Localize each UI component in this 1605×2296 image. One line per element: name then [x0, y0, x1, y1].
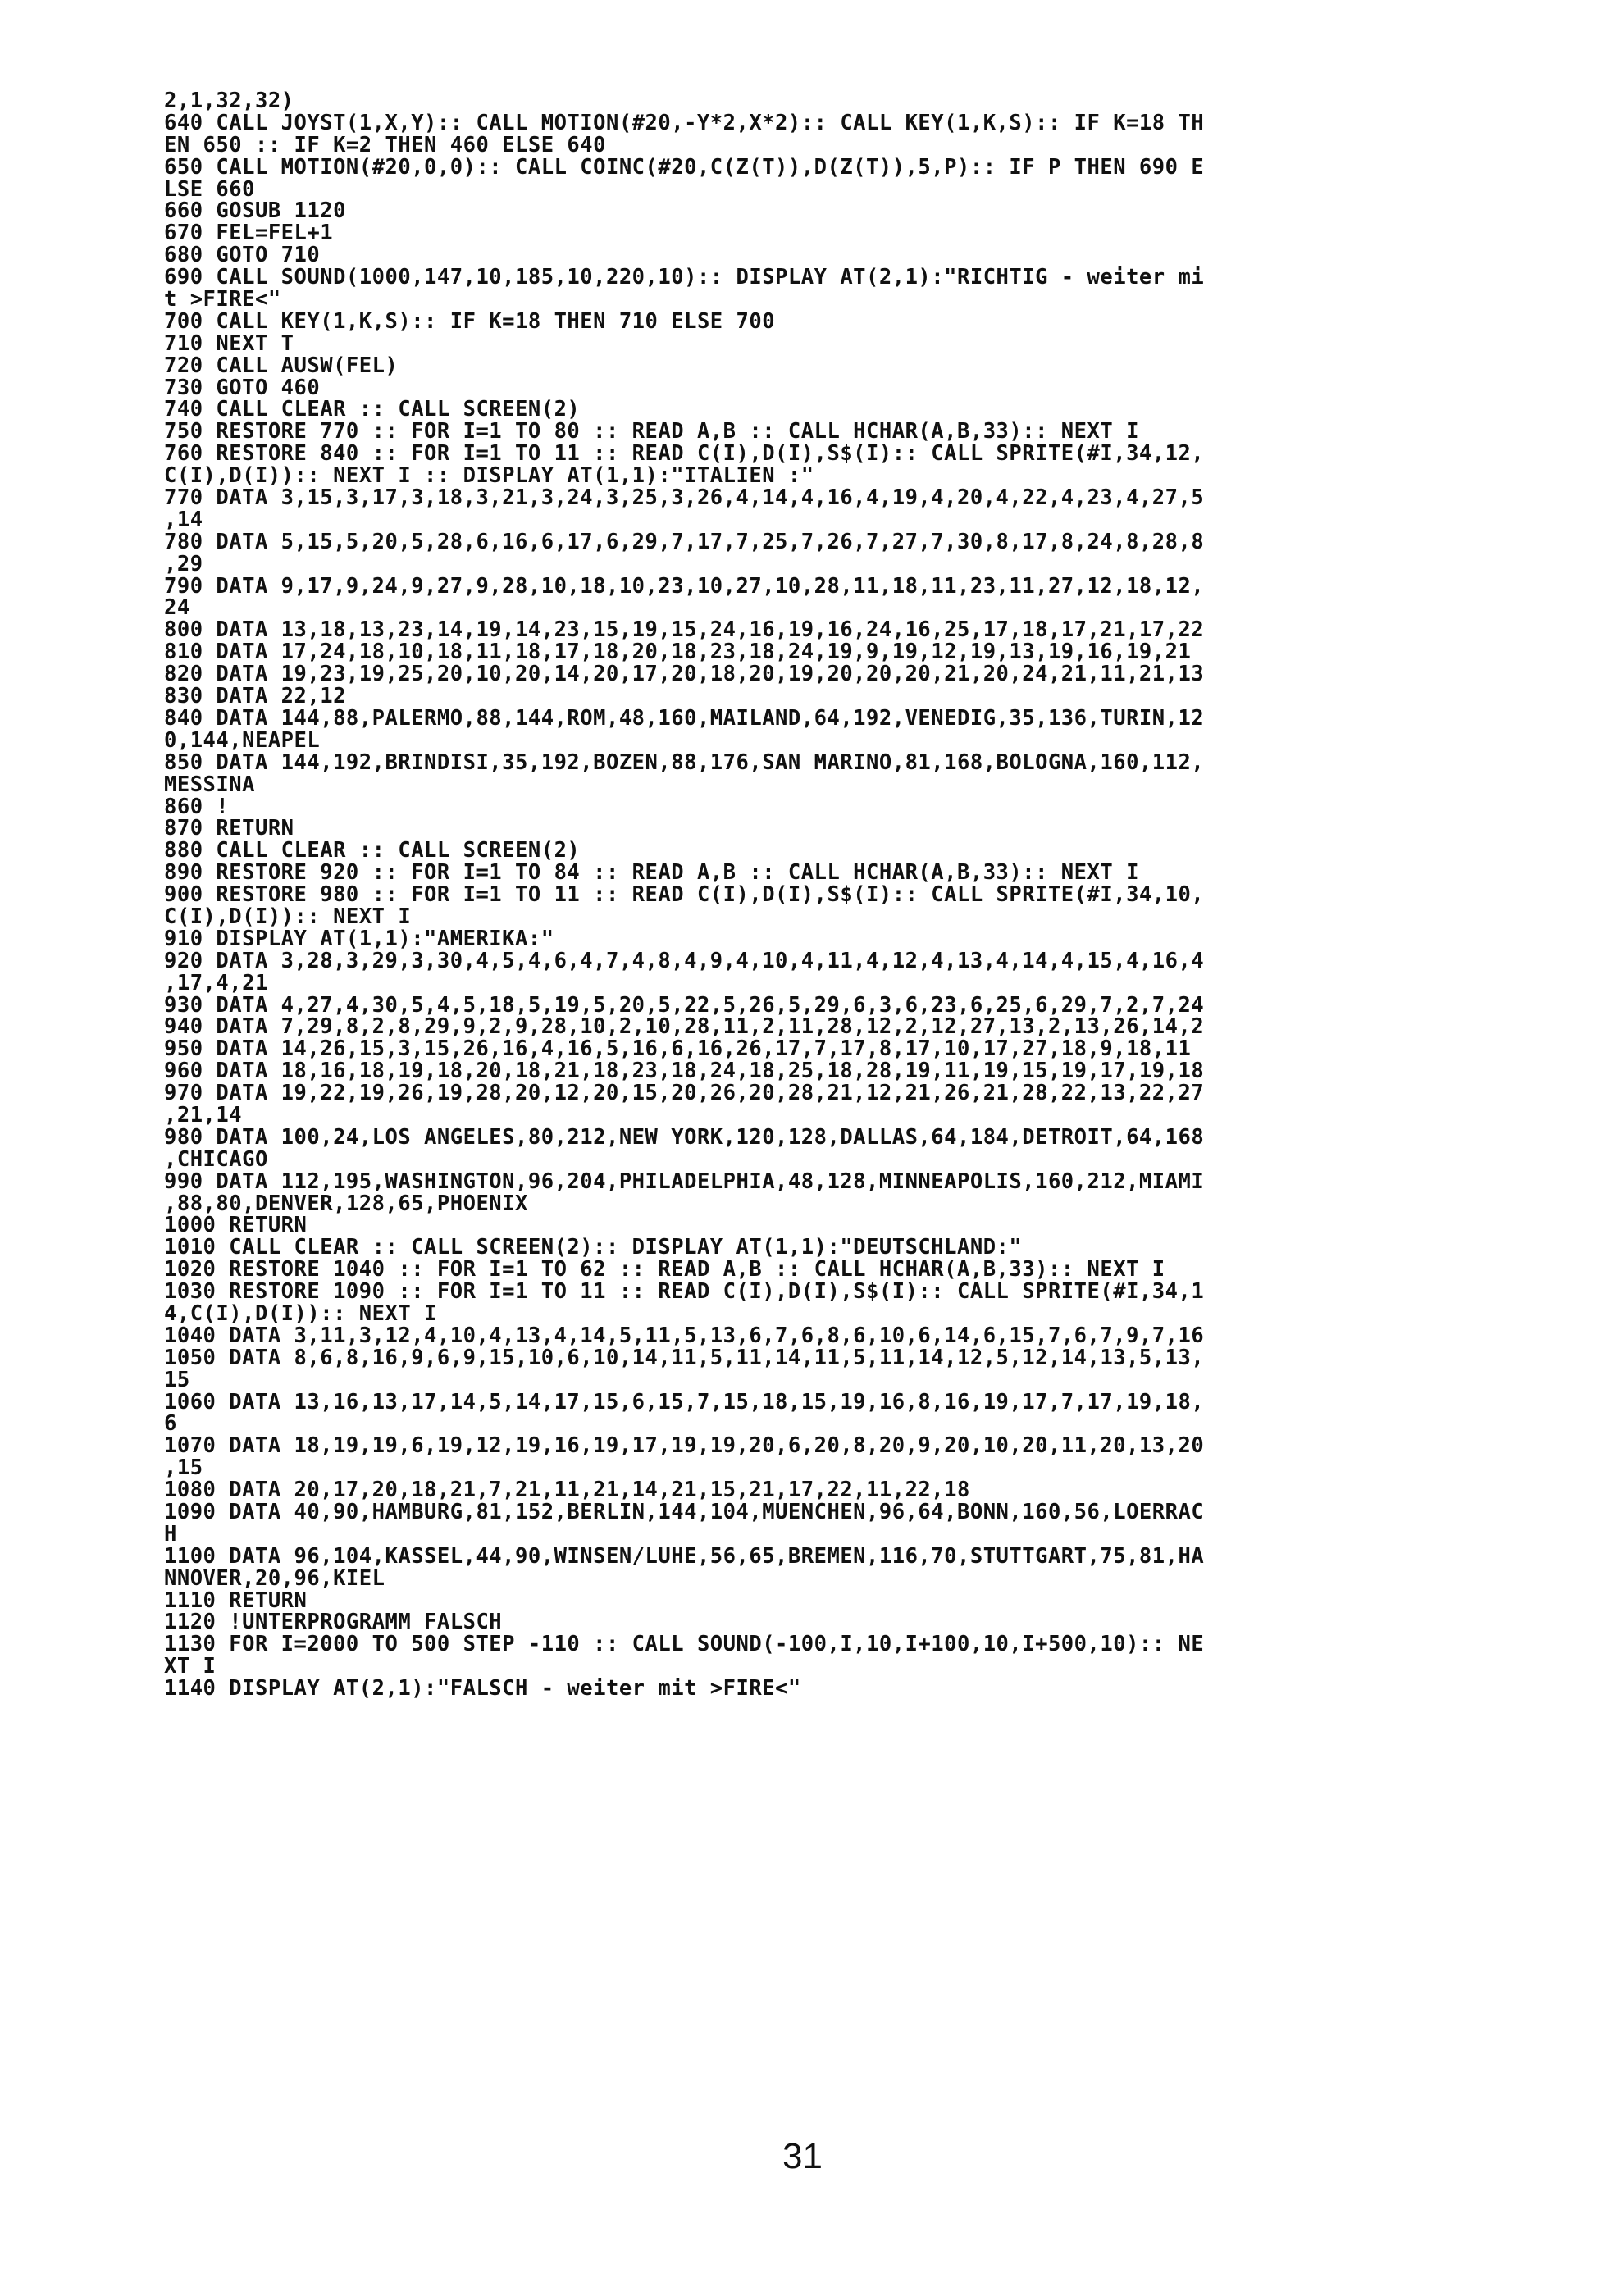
code-line: 760 RESTORE 840 :: FOR I=1 TO 11 :: READ C(I),D(I),S$(I):: CALL SPRITE(#I,34,12, [164, 443, 1205, 466]
code-line: 1110 RETURN [164, 1589, 308, 1612]
code-line: ,14 [164, 508, 203, 531]
code-line: 930 DATA 4,27,4,30,5,4,5,18,5,19,5,20,5,22,5,26,5,29,6,3,6,23,6,25,6,29,7,2,7,24 [164, 994, 1205, 1017]
code-line: H [164, 1523, 177, 1546]
code-line: 690 CALL SOUND(1000,147,10,185,10,220,10):: DISPLAY AT(2,1):"RICHTIG - weiter mi [164, 266, 1205, 289]
code-line: 670 FEL=FEL+1 [164, 222, 334, 245]
code-line: ,29 [164, 553, 203, 576]
code-line: LSE 660 [164, 178, 255, 201]
code-line: 830 DATA 22,12 [164, 686, 346, 708]
code-line: 860 ! [164, 795, 230, 818]
code-line: 700 CALL KEY(1,K,S):: IF K=18 THEN 710 ELSE 700 [164, 310, 776, 333]
code-line: 940 DATA 7,29,8,2,8,29,9,2,9,28,10,2,10,28,11,2,11,28,12,2,12,27,13,2,13,26,14,2 [164, 1016, 1205, 1039]
code-line: ,15 [164, 1457, 203, 1480]
code-line: 710 NEXT T [164, 332, 294, 355]
code-line: 2,1,32,32) [164, 90, 294, 112]
code-line: 790 DATA 9,17,9,24,9,27,9,28,10,18,10,23,10,27,10,28,11,18,11,23,11,27,12,18,12, [164, 575, 1205, 598]
code-line: 900 RESTORE 980 :: FOR I=1 TO 11 :: READ C(I),D(I),S$(I):: CALL SPRITE(#I,34,10, [164, 884, 1205, 906]
code-line: 720 CALL AUSW(FEL) [164, 354, 399, 377]
code-line: EN 650 :: IF K=2 THEN 460 ELSE 640 [164, 134, 606, 157]
code-line: 880 CALL CLEAR :: CALL SCREEN(2) [164, 840, 581, 863]
code-line: ,17,4,21 [164, 972, 268, 995]
code-line: 1020 RESTORE 1040 :: FOR I=1 TO 62 :: READ A,B :: CALL HCHAR(A,B,33):: NEXT I [164, 1259, 1165, 1282]
code-line: 1060 DATA 13,16,13,17,14,5,14,17,15,6,15,7,15,18,15,19,16,8,16,19,17,7,17,19,18, [164, 1391, 1205, 1414]
page-number: 31 [782, 2136, 823, 2176]
code-line: 960 DATA 18,16,18,19,18,20,18,21,18,23,18,24,18,25,18,28,19,11,19,15,19,17,19,18 [164, 1060, 1205, 1083]
code-line: MESSINA [164, 773, 255, 796]
code-line: 660 GOSUB 1120 [164, 200, 346, 223]
code-line: 1090 DATA 40,90,HAMBURG,81,152,BERLIN,144,104,MUENCHEN,96,64,BONN,160,56,LOERRAC [164, 1501, 1205, 1524]
code-line: 800 DATA 13,18,13,23,14,19,14,23,15,19,15,24,16,19,16,24,16,25,17,18,17,21,17,22 [164, 619, 1205, 642]
code-line: ,21,14 [164, 1104, 243, 1127]
code-line: 1050 DATA 8,6,8,16,9,6,9,15,10,6,10,14,11,5,11,14,11,5,11,14,12,5,12,14,13,5,13, [164, 1346, 1205, 1369]
code-line: 0,144,NEAPEL [164, 729, 321, 752]
code-line: 840 DATA 144,88,PALERMO,88,144,ROM,48,160,MAILAND,64,192,VENEDIG,35,136,TURIN,12 [164, 707, 1205, 730]
code-line: 1100 DATA 96,104,KASSEL,44,90,WINSEN/LUHE,56,65,BREMEN,116,70,STUTTGART,75,81,HA [164, 1545, 1205, 1568]
code-line: 890 RESTORE 920 :: FOR I=1 TO 84 :: READ A,B :: CALL HCHAR(A,B,33):: NEXT I [164, 862, 1139, 885]
code-line: ,88,80,DENVER,128,65,PHOENIX [164, 1192, 528, 1215]
code-line: 1040 DATA 3,11,3,12,4,10,4,13,4,14,5,11,5,13,6,7,6,8,6,10,6,14,6,15,7,6,7,9,7,16 [164, 1324, 1205, 1347]
code-line: 680 GOTO 710 [164, 244, 321, 267]
code-line: 950 DATA 14,26,15,3,15,26,16,4,16,5,16,6,16,26,17,7,17,8,17,10,17,27,18,9,18,11 [164, 1038, 1192, 1061]
code-line: 770 DATA 3,15,3,17,3,18,3,21,3,24,3,25,3,26,4,14,4,16,4,19,4,20,4,22,4,23,4,27,5 [164, 487, 1205, 509]
code-line: C(I),D(I)):: NEXT I [164, 905, 412, 928]
code-line: NNOVER,20,96,KIEL [164, 1567, 385, 1590]
code-line: 730 GOTO 460 [164, 376, 321, 399]
code-line: 990 DATA 112,195,WASHINGTON,96,204,PHILADELPHIA,48,128,MINNEAPOLIS,160,212,MIAMI [164, 1170, 1205, 1193]
code-line: 24 [164, 597, 190, 620]
code-line: 15 [164, 1369, 190, 1392]
code-line: 810 DATA 17,24,18,10,18,11,18,17,18,20,18,23,18,24,19,9,19,12,19,13,19,16,19,21 [164, 641, 1192, 664]
code-line: t >FIRE<" [164, 289, 281, 311]
code-line: 6 [164, 1413, 177, 1436]
code-line: 870 RETURN [164, 818, 294, 840]
code-line: 1010 CALL CLEAR :: CALL SCREEN(2):: DISPLAY AT(1,1):"DEUTSCHLAND:" [164, 1237, 1023, 1260]
code-line: 780 DATA 5,15,5,20,5,28,6,16,6,17,6,29,7,17,7,25,7,26,7,27,7,30,8,17,8,24,8,28,8 [164, 531, 1205, 554]
code-line: 640 CALL JOYST(1,X,Y):: CALL MOTION(#20,-Y*2,X*2):: CALL KEY(1,K,S):: IF K=18 TH [164, 112, 1205, 134]
code-line: 820 DATA 19,23,19,25,20,10,20,14,20,17,20,18,20,19,20,20,20,21,20,24,21,11,21,13 [164, 663, 1205, 686]
code-line: 1130 FOR I=2000 TO 500 STEP -110 :: CALL SOUND(-100,I,10,I+100,10,I+500,10):: NE [164, 1633, 1205, 1656]
code-line: 850 DATA 144,192,BRINDISI,35,192,BOZEN,88,176,SAN MARINO,81,168,BOLOGNA,160,112, [164, 751, 1205, 774]
code-line: 1140 DISPLAY AT(2,1):"FALSCH - weiter mit >FIRE<" [164, 1678, 801, 1701]
code-line: ,CHICAGO [164, 1148, 268, 1171]
code-line: 1000 RETURN [164, 1214, 308, 1237]
code-line: 650 CALL MOTION(#20,0,0):: CALL COINC(#20,C(Z(T)),D(Z(T)),5,P):: IF P THEN 690 E [164, 156, 1205, 179]
code-line: 1080 DATA 20,17,20,18,21,7,21,11,21,14,21,15,21,17,22,11,22,18 [164, 1479, 970, 1501]
code-line: 1030 RESTORE 1090 :: FOR I=1 TO 11 :: READ C(I),D(I),S$(I):: CALL SPRITE(#I,34,1 [164, 1281, 1205, 1303]
code-line: 980 DATA 100,24,LOS ANGELES,80,212,NEW YORK,120,128,DALLAS,64,184,DETROIT,64,168 [164, 1126, 1205, 1149]
code-line: 750 RESTORE 770 :: FOR I=1 TO 80 :: READ A,B :: CALL HCHAR(A,B,33):: NEXT I [164, 421, 1139, 444]
code-line: C(I),D(I)):: NEXT I :: DISPLAY AT(1,1):"ITALIEN :" [164, 465, 814, 488]
code-line: 920 DATA 3,28,3,29,3,30,4,5,4,6,4,7,4,8,4,9,4,10,4,11,4,12,4,13,4,14,4,15,4,16,4 [164, 950, 1205, 973]
code-line: 910 DISPLAY AT(1,1):"AMERIKA:" [164, 927, 554, 950]
code-line: XT I [164, 1656, 217, 1679]
code-line: 970 DATA 19,22,19,26,19,28,20,12,20,15,20,26,20,28,21,12,21,26,21,28,22,13,22,27 [164, 1082, 1205, 1105]
code-line: 1120 !UNTERPROGRAMM FALSCH [164, 1611, 503, 1634]
code-line: 4,C(I),D(I)):: NEXT I [164, 1302, 437, 1325]
code-line: 740 CALL CLEAR :: CALL SCREEN(2) [164, 399, 581, 421]
program-listing [164, 90, 1443, 1700]
code-line: 1070 DATA 18,19,19,6,19,12,19,16,19,17,19,19,20,6,20,8,20,9,20,10,20,11,20,13,20 [164, 1435, 1205, 1458]
